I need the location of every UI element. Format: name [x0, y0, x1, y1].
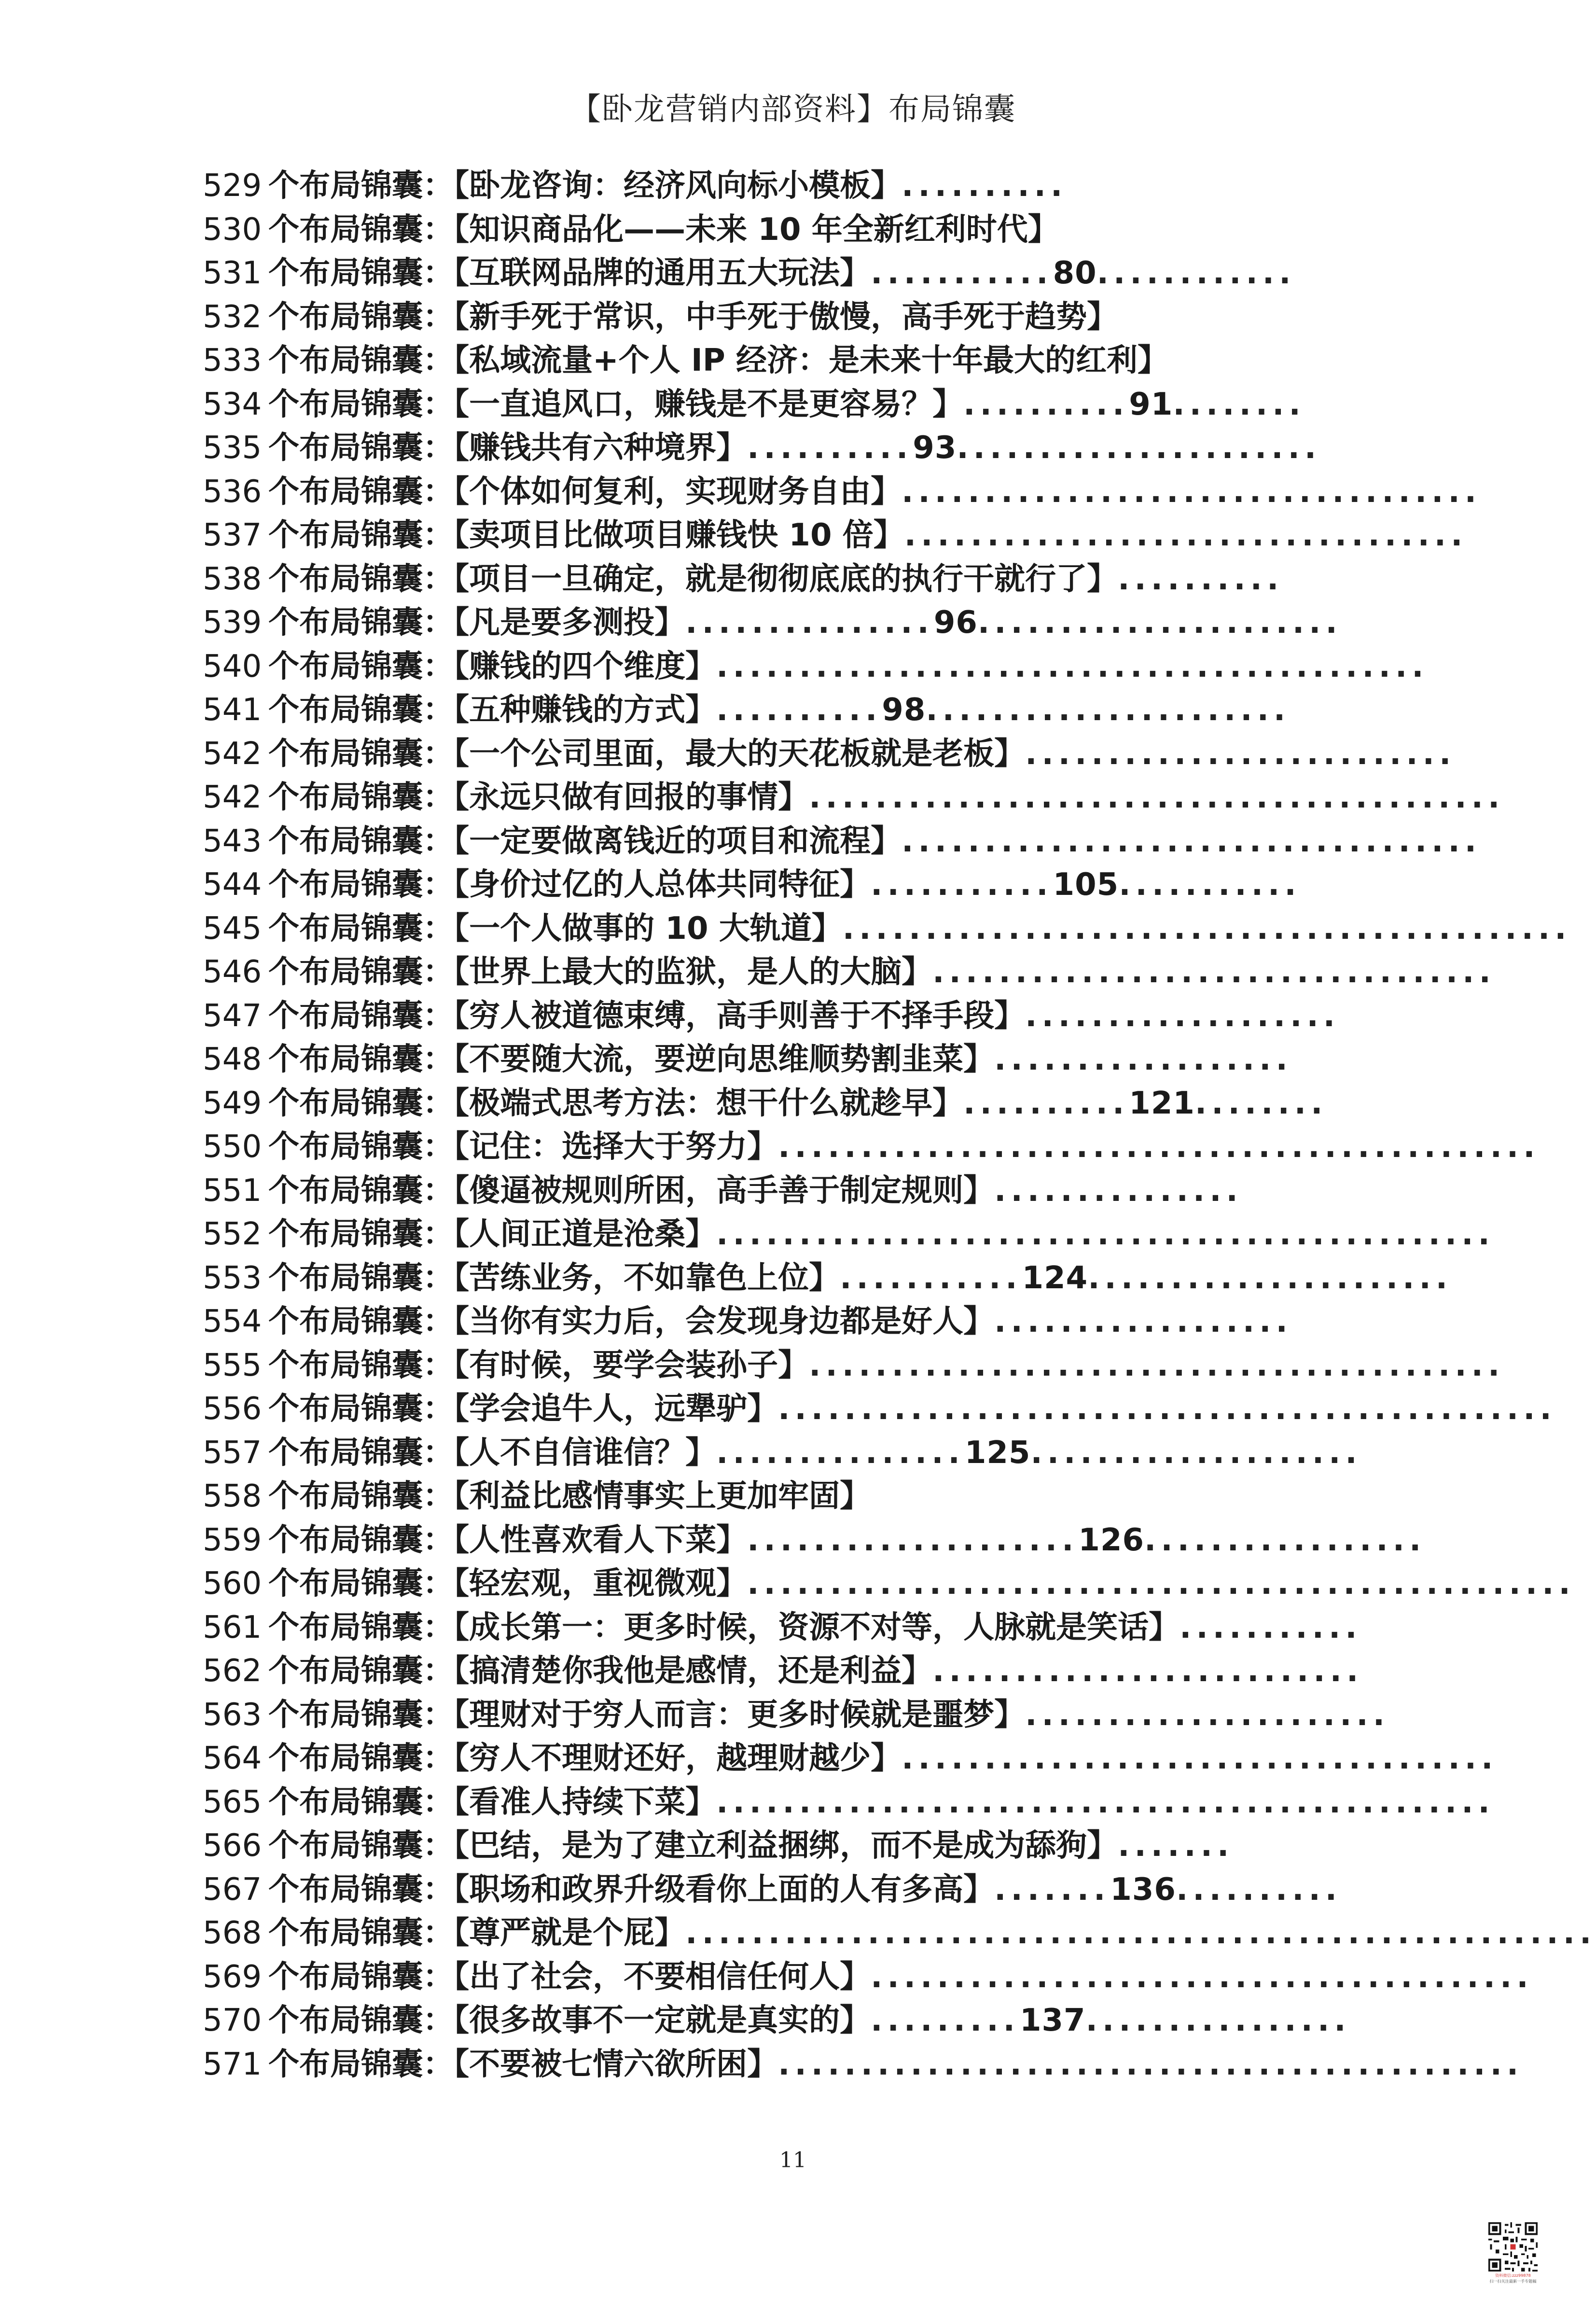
toc-entry-number: 535	[203, 430, 262, 466]
toc-entry-number: 562	[203, 1653, 262, 1689]
toc-entry-title: 【私域流量+个人 IP 经济：是未来十年最大的红利】	[454, 343, 1169, 378]
toc-entry-leader: ..........	[963, 1085, 1129, 1121]
toc-entry-prefix: 个布局锦囊：	[268, 1129, 454, 1165]
toc-entry-prefix: 个布局锦囊：	[268, 1653, 454, 1689]
toc-entry-number: 549	[203, 1085, 262, 1121]
toc-entry-title: 【一直追风口，赚钱是不是更容易？】	[454, 386, 964, 422]
toc-entry[interactable]	[203, 1038, 1361, 1082]
toc-entry-leader: .......................................................	[685, 1915, 1596, 1951]
toc-entry-prefix: 个布局锦囊：	[268, 474, 454, 510]
toc-entry-title: 【个体如何复利，实现财务自由】	[454, 474, 902, 510]
toc-entry-prefix: 个布局锦囊：	[268, 692, 454, 728]
toc-entry-leader: .......	[994, 1871, 1110, 1908]
page-number: 11	[779, 2148, 806, 2173]
toc-entry[interactable]	[203, 1649, 1361, 1693]
toc-entry[interactable]	[203, 339, 1361, 383]
toc-entry[interactable]	[203, 208, 1361, 252]
toc-entry-title: 【利益比感情事实上更加牢固】	[454, 1478, 871, 1514]
toc-entry-number: 533	[203, 343, 262, 378]
toc-entry-number: 564	[203, 1741, 262, 1776]
toc-entry-prefix: 个布局锦囊：	[268, 299, 454, 335]
toc-entry-trailing-leader: ......................	[957, 430, 1321, 466]
toc-entry-number: 544	[203, 867, 262, 903]
toc-entry-title: 【知识商品化——未来 10 年全新红利时代】	[454, 211, 1059, 248]
toc-entry-number: 558	[203, 1478, 262, 1514]
toc-entry-title: 【互联网品牌的通用五大玩法】	[454, 255, 871, 291]
toc-entry-prefix: 个布局锦囊：	[268, 168, 454, 204]
toc-entry[interactable]	[203, 1606, 1361, 1650]
toc-entry[interactable]	[203, 1562, 1575, 1606]
toc-entry-number: 571	[203, 2046, 262, 2082]
toc-entry-title: 【学会追牛人，远犟驴】	[454, 1391, 778, 1427]
toc-entry-prefix: 个布局锦囊：	[268, 1828, 454, 1864]
toc-entry-page: 126	[1078, 1522, 1144, 1558]
qr-caption-scan: 扫一扫关注最新一手专题稿	[1489, 2279, 1537, 2284]
toc-entry-trailing-leader: ........	[1194, 1085, 1328, 1121]
toc-entry-title: 【苦练业务，不如靠色上位】	[454, 1260, 840, 1296]
toc-entry[interactable]	[203, 1911, 1596, 1955]
toc-entry-leader: .............................................	[778, 2046, 1524, 2082]
toc-entry-leader: ...........	[1180, 1609, 1362, 1645]
toc-entry-page: 121	[1129, 1085, 1195, 1121]
toc-entry-number: 553	[203, 1260, 262, 1296]
toc-entry-trailing-leader: ......................	[926, 692, 1291, 728]
toc-entry-title: 【世界上最大的监狱，是人的大脑】	[454, 954, 933, 990]
toc-entry-leader: ..........................	[932, 1653, 1363, 1689]
toc-entry[interactable]	[203, 1082, 1361, 1126]
toc-entry-number: 545	[203, 910, 262, 947]
toc-entry-prefix: 个布局锦囊：	[268, 561, 454, 597]
toc-entry-title: 【尊严就是个屁】	[454, 1915, 686, 1951]
toc-entry-number: 568	[203, 1915, 262, 1951]
toc-entry-title: 【身价过亿的人总体共同特征】	[454, 867, 871, 903]
toc-entry[interactable]	[203, 251, 1361, 295]
toc-entry-prefix: 个布局锦囊：	[268, 1784, 454, 1820]
toc-entry-prefix: 个布局锦囊：	[268, 343, 454, 378]
toc-entry-prefix: 个布局锦囊：	[268, 2003, 454, 2038]
toc-entry-leader: ...............	[716, 1435, 965, 1471]
toc-entry[interactable]	[203, 514, 1468, 557]
toc-entry-number: 551	[203, 1172, 262, 1209]
toc-entry-title: 【很多故事不一定就是真实的】	[454, 2003, 871, 2038]
toc-entry[interactable]	[203, 1781, 1495, 1825]
toc-entry-trailing-leader: ............	[1096, 255, 1296, 291]
toc-entry-number: 537	[203, 517, 262, 553]
toc-entry-page: 96	[933, 605, 978, 641]
toc-entry-prefix: 个布局锦囊：	[268, 1216, 454, 1252]
toc-entry-prefix: 个布局锦囊：	[268, 1085, 454, 1121]
toc-entry-number: 542	[203, 780, 262, 815]
toc-entry-title: 【永远只做有回报的事情】	[454, 780, 809, 815]
toc-entry-trailing-leader: ...........	[1119, 867, 1301, 903]
toc-entry-leader: ...............................................	[778, 1391, 1556, 1427]
toc-entry[interactable]	[203, 164, 1361, 208]
toc-entry-title: 【项目一旦确定，就是彻彻底底的执行干就行了】	[454, 561, 1118, 597]
toc-entry[interactable]	[203, 1824, 1361, 1868]
toc-entry-leader: ......................	[1025, 1697, 1390, 1733]
toc-entry-number: 560	[203, 1566, 262, 1602]
toc-entry-title: 【人间正道是沧桑】	[454, 1216, 717, 1252]
toc-entry-prefix: 个布局锦囊：	[268, 998, 454, 1034]
toc-entry[interactable]	[203, 1387, 1556, 1431]
toc-entry[interactable]	[203, 994, 1361, 1038]
toc-entry[interactable]	[203, 820, 1482, 864]
page-header: 【卧龙营销内部资料】布局锦囊	[570, 92, 1016, 127]
toc-entry-number: 550	[203, 1129, 262, 1165]
toc-entry[interactable]	[203, 2043, 1524, 2087]
table-of-contents	[203, 164, 1596, 2086]
toc-entry-number: 530	[203, 211, 262, 248]
toc-entry-prefix: 个布局锦囊：	[268, 1522, 454, 1558]
toc-entry-page: 105	[1053, 867, 1119, 903]
toc-entry-number: 552	[203, 1216, 262, 1252]
toc-entry-number: 539	[203, 605, 262, 641]
toc-entry-prefix: 个布局锦囊：	[268, 1391, 454, 1427]
toc-entry-title: 【一个人做事的 10 大轨道】	[454, 910, 843, 947]
toc-entry[interactable]	[203, 1169, 1361, 1213]
toc-entry-prefix: 个布局锦囊：	[268, 1260, 454, 1296]
toc-entry-prefix: 个布局锦囊：	[268, 1741, 454, 1776]
toc-entry-title: 【有时候，要学会装孙子】	[454, 1347, 809, 1383]
toc-entry-trailing-leader: ......................	[977, 605, 1342, 641]
toc-entry-number: 559	[203, 1522, 262, 1558]
toc-entry-leader: ...............	[685, 605, 934, 641]
toc-entry-title: 【人不自信谁信？】	[454, 1435, 717, 1471]
toc-entry-leader: ...............................................	[716, 1784, 1495, 1820]
qr-badge	[1486, 2220, 1540, 2293]
toc-entry-leader: ..................................................	[747, 1566, 1575, 1602]
toc-entry-prefix: 个布局锦囊：	[268, 430, 454, 466]
toc-entry[interactable]	[203, 1300, 1361, 1344]
toc-entry-leader: ..................................	[904, 517, 1468, 553]
toc-entry[interactable]	[203, 776, 1505, 820]
toc-entry-leader: ..........................................	[809, 780, 1505, 815]
toc-entry-trailing-leader: ........	[1173, 386, 1305, 422]
toc-entry-leader: ...............	[994, 1172, 1243, 1209]
toc-entry[interactable]	[203, 1125, 1540, 1169]
toc-entry[interactable]	[203, 1999, 1361, 2043]
toc-entry-leader: ........................................	[871, 1959, 1533, 1995]
toc-entry-prefix: 个布局锦囊：	[268, 1871, 454, 1908]
toc-entry-prefix: 个布局锦囊：	[268, 954, 454, 990]
toc-entry-prefix: 个布局锦囊：	[268, 1347, 454, 1383]
toc-entry-title: 【看准人持续下菜】	[454, 1784, 717, 1820]
toc-entry-prefix: 个布局锦囊：	[268, 211, 454, 248]
toc-entry-number: 542	[203, 736, 262, 772]
toc-entry[interactable]	[203, 1475, 1361, 1519]
toc-entry-number: 565	[203, 1784, 262, 1820]
toc-entry[interactable]	[203, 601, 1361, 645]
toc-entry-leader: ..........	[747, 430, 913, 466]
toc-entry-title: 【不要被七情六欲所困】	[454, 2046, 778, 2082]
toc-entry-leader: ..........	[1118, 561, 1284, 597]
toc-entry-leader: ....................................	[902, 1741, 1498, 1776]
toc-entry-prefix: 个布局锦囊：	[268, 1478, 454, 1514]
toc-entry-number: 554	[203, 1304, 262, 1339]
toc-entry-number: 547	[203, 998, 262, 1034]
toc-entry-page: 93	[913, 430, 957, 466]
toc-entry-title: 【职场和政界升级看你上面的人有多高】	[454, 1871, 995, 1908]
toc-entry-number: 570	[203, 2003, 262, 2038]
toc-entry-leader: ..........................................	[809, 1347, 1505, 1383]
toc-entry[interactable]	[203, 688, 1361, 732]
toc-entry-number: 529	[203, 168, 262, 204]
toc-entry-leader: ..........	[963, 386, 1129, 422]
toc-entry[interactable]	[203, 863, 1361, 907]
toc-entry-trailing-leader: ................	[1085, 2003, 1351, 2038]
toc-entry-prefix: 个布局锦囊：	[268, 1609, 454, 1645]
toc-entry-number: 536	[203, 474, 262, 510]
toc-entry[interactable]	[203, 1519, 1426, 1562]
toc-entry-prefix: 个布局锦囊：	[268, 910, 454, 947]
toc-entry-leader: ....................	[747, 1522, 1079, 1558]
toc-entry-number: 531	[203, 255, 262, 291]
toc-entry-number: 569	[203, 1959, 262, 1995]
toc-entry-prefix: 个布局锦囊：	[268, 517, 454, 553]
toc-entry[interactable]	[203, 426, 1361, 470]
toc-entry-leader: ...........	[840, 1260, 1022, 1296]
toc-entry[interactable]	[203, 645, 1429, 689]
toc-entry-number: 563	[203, 1697, 262, 1733]
toc-entry-title: 【理财对于穷人而言：更多时候就是噩梦】	[454, 1697, 1026, 1733]
toc-entry-prefix: 个布局锦囊：	[268, 736, 454, 772]
toc-entry-prefix: 个布局锦囊：	[268, 867, 454, 903]
toc-entry-prefix: 个布局锦囊：	[268, 823, 454, 859]
toc-entry[interactable]	[203, 470, 1482, 514]
toc-entry[interactable]	[203, 1431, 1361, 1475]
toc-entry-page: 125	[964, 1435, 1031, 1471]
toc-entry-prefix: 个布局锦囊：	[268, 1959, 454, 1995]
toc-entry-title: 【一个公司里面，最大的天花板就是老板】	[454, 736, 1026, 772]
toc-entry-prefix: 个布局锦囊：	[268, 605, 454, 641]
toc-entry-page: 124	[1022, 1260, 1088, 1296]
toc-entry-title: 【新手死于常识，中手死于傲慢，高手死于趋势】	[454, 299, 1118, 335]
toc-entry-prefix: 个布局锦囊：	[268, 255, 454, 291]
toc-entry-number: 540	[203, 648, 262, 684]
toc-entry-trailing-leader: ......................	[1088, 1260, 1453, 1296]
toc-entry-leader: ...................................	[902, 823, 1482, 859]
toc-entry-title: 【五种赚钱的方式】	[454, 692, 717, 728]
toc-entry[interactable]	[203, 950, 1496, 994]
toc-entry-leader: ...................................	[902, 474, 1482, 510]
toc-entry-prefix: 个布局锦囊：	[268, 1435, 454, 1471]
toc-entry-page: 91	[1129, 386, 1173, 422]
toc-entry[interactable]	[203, 1693, 1390, 1737]
toc-entry-page: 98	[882, 692, 926, 728]
toc-entry-prefix: 个布局锦囊：	[268, 780, 454, 815]
toc-entry-trailing-leader: ..........	[1176, 1871, 1342, 1908]
toc-entry-leader: ............................................	[842, 910, 1571, 947]
toc-entry-leader: ...................	[1025, 998, 1340, 1034]
toc-entry-prefix: 个布局锦囊：	[268, 1172, 454, 1209]
toc-entry-number: 532	[203, 299, 262, 335]
toc-entry-prefix: 个布局锦囊：	[268, 1304, 454, 1339]
toc-entry-number: 548	[203, 1042, 262, 1077]
toc-entry-title: 【凡是要多测投】	[454, 605, 686, 641]
toc-entry-title: 【极端式思考方法：想干什么就趁早】	[454, 1085, 964, 1121]
toc-entry-number: 543	[203, 823, 262, 859]
toc-entry-number: 561	[203, 1609, 262, 1645]
toc-entry-page: 137	[1019, 2003, 1086, 2038]
toc-entry-prefix: 个布局锦囊：	[268, 1042, 454, 1077]
toc-entry-number: 556	[203, 1391, 262, 1427]
toc-entry-title: 【赚钱共有六种境界】	[454, 430, 748, 466]
toc-entry[interactable]	[203, 383, 1361, 427]
toc-entry-title: 【当你有实力后，会发现身边都是好人】	[454, 1304, 995, 1339]
toc-entry-number: 534	[203, 386, 262, 422]
toc-entry-leader: ..............................................	[778, 1129, 1540, 1165]
toc-entry[interactable]	[203, 1256, 1453, 1300]
toc-entry-title: 【穷人不理财还好，越理财越少】	[454, 1741, 902, 1776]
toc-entry-leader: ..........	[716, 692, 882, 728]
toc-entry-leader: ...........................................	[716, 648, 1429, 684]
toc-entry[interactable]	[203, 1212, 1495, 1256]
toc-entry-title: 【卖项目比做项目赚钱快 10 倍】	[454, 517, 904, 553]
toc-entry-title: 【一定要做离钱近的项目和流程】	[454, 823, 902, 859]
toc-entry-number: 541	[203, 692, 262, 728]
toc-entry-title: 【搞清楚你我他是感情，还是利益】	[454, 1653, 933, 1689]
toc-entry-leader: .........	[871, 2003, 1020, 2038]
toc-entry-title: 【巴结，是为了建立利益捆绑，而不是成为舔狗】	[454, 1828, 1118, 1864]
toc-entry-number: 557	[203, 1435, 262, 1471]
toc-entry-leader: ...............................................	[716, 1216, 1495, 1252]
toc-entry-title: 【不要随大流，要逆向思维顺势割韭菜】	[454, 1042, 995, 1077]
toc-entry-number: 555	[203, 1347, 262, 1383]
toc-entry-prefix: 个布局锦囊：	[268, 386, 454, 422]
toc-entry-prefix: 个布局锦囊：	[268, 1566, 454, 1602]
toc-entry-title: 【卧龙咨询：经济风向标小模板】	[454, 168, 902, 204]
toc-entry-trailing-leader: .................	[1144, 1522, 1426, 1558]
toc-entry-leader: ...........	[871, 867, 1053, 903]
toc-entry-leader: ..........	[902, 168, 1068, 204]
toc-entry-number: 566	[203, 1828, 262, 1864]
qr-caption-wechat: 资料微信:zzz99878	[1495, 2273, 1531, 2278]
toc-entry[interactable]	[203, 732, 1456, 776]
toc-entry[interactable]	[203, 1737, 1498, 1781]
toc-entry[interactable]	[203, 295, 1361, 339]
toc-entry-prefix: 个布局锦囊：	[268, 648, 454, 684]
qr-code-icon	[1486, 2220, 1540, 2273]
toc-entry[interactable]	[203, 557, 1361, 601]
toc-entry-leader: ..................................	[932, 954, 1496, 990]
toc-entry-prefix: 个布局锦囊：	[268, 1697, 454, 1733]
toc-entry-number: 546	[203, 954, 262, 990]
toc-entry-title: 【傻逼被规则所困，高手善于制定规则】	[454, 1172, 995, 1209]
toc-entry[interactable]	[203, 907, 1571, 951]
toc-entry-leader: ..........................	[1025, 736, 1456, 772]
toc-entry-title: 【赚钱的四个维度】	[454, 648, 717, 684]
toc-entry-title: 【轻宏观，重视微观】	[454, 1566, 748, 1602]
toc-entry-leader: ..................	[994, 1304, 1292, 1339]
toc-entry-page: 80	[1053, 255, 1097, 291]
toc-entry-trailing-leader: ....................	[1030, 1435, 1362, 1471]
toc-entry-prefix: 个布局锦囊：	[268, 2046, 454, 2082]
toc-entry[interactable]	[203, 1868, 1361, 1912]
toc-entry-title: 【出了社会，不要相信任何人】	[454, 1959, 871, 1995]
toc-entry-title: 【穷人被道德束缚，高手则善于不择手段】	[454, 998, 1026, 1034]
toc-entry-leader: .......	[1118, 1828, 1234, 1864]
toc-entry[interactable]	[203, 1955, 1533, 1999]
toc-entry-leader: ...........	[871, 255, 1053, 291]
toc-entry-number: 567	[203, 1871, 262, 1908]
toc-entry-title: 【人性喜欢看人下菜】	[454, 1522, 748, 1558]
toc-entry-number: 538	[203, 561, 262, 597]
toc-entry-title: 【记住：选择大于努力】	[454, 1129, 778, 1165]
toc-entry-leader: ..................	[994, 1042, 1292, 1077]
toc-entry[interactable]	[203, 1344, 1505, 1388]
toc-entry-page: 136	[1110, 1871, 1176, 1908]
toc-entry-title: 【成长第一：更多时候，资源不对等，人脉就是笑话】	[454, 1609, 1180, 1645]
toc-entry-prefix: 个布局锦囊：	[268, 1915, 454, 1951]
